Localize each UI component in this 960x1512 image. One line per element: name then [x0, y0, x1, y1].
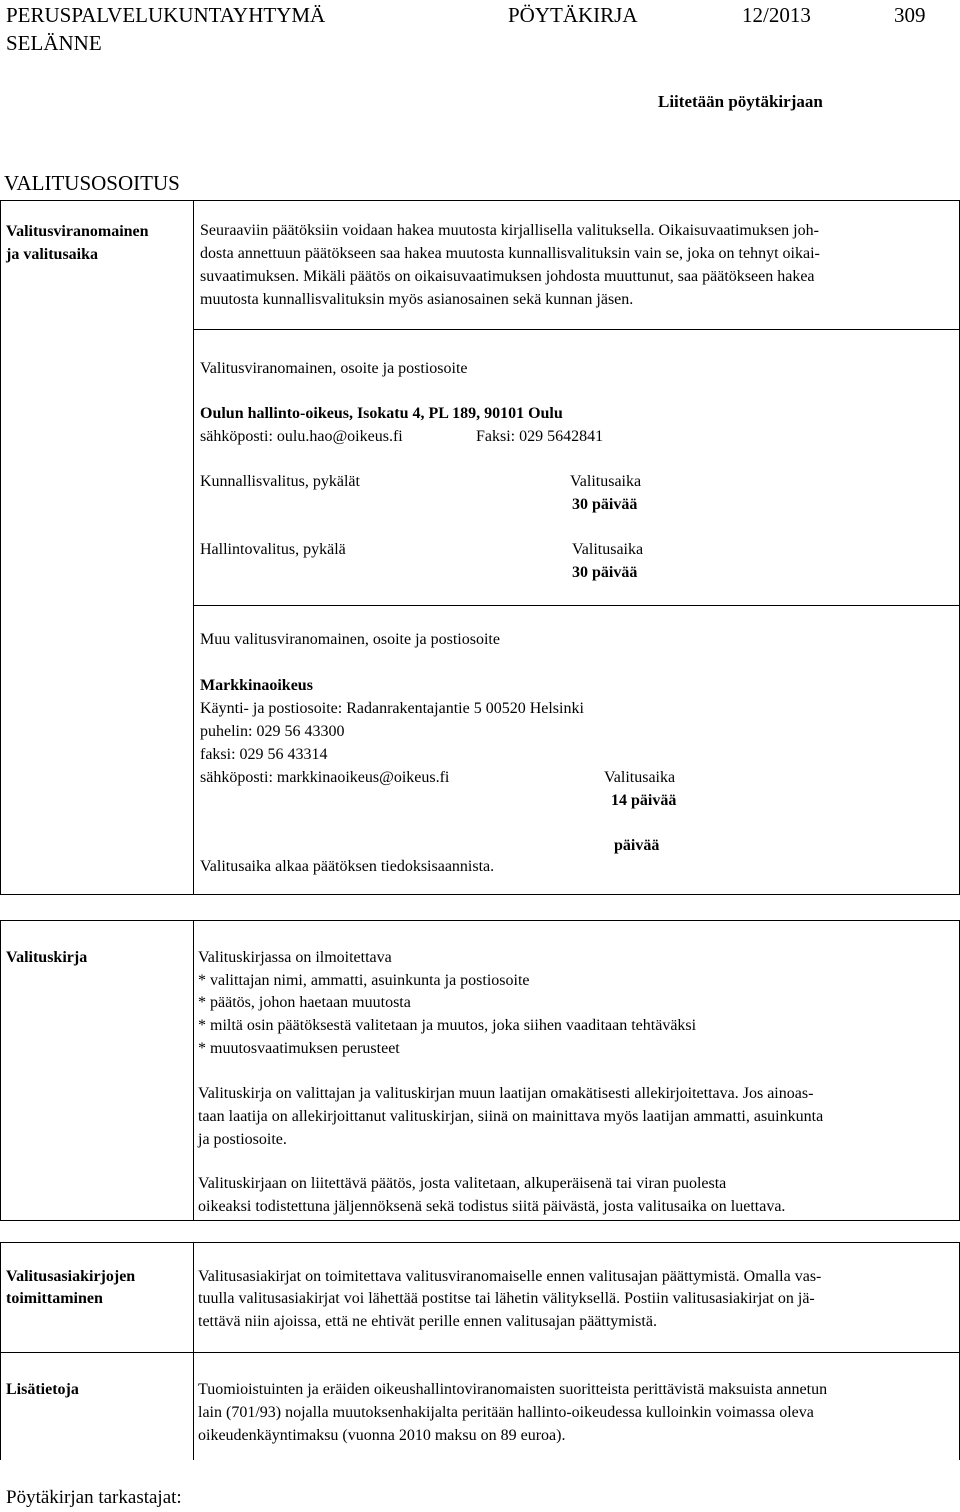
org-name: PERUSPALVELUKUNTAYHTYMÄ: [6, 3, 326, 27]
section3-label-2: toimittaminen: [6, 1290, 103, 1307]
section1-label-2: ja valitusaika: [6, 246, 99, 263]
appeal-time-label: Valitusaika: [572, 541, 644, 558]
authority-email[interactable]: sähköposti: oulu.hao@oikeus.fi: [200, 428, 403, 445]
section1-mid-rule: [193, 605, 960, 606]
section4-label: Lisätietoja: [6, 1381, 79, 1398]
section1-para-line: suvaatimuksen. Mikäli päätös on oikaisuvaatimuksen johdosta muuttunut, saa päätökseen hakea: [200, 268, 815, 285]
section3-bottom-rule: [0, 1352, 960, 1353]
section4-para-line: oikeudenkäyntimaksu (vuonna 2010 maksu on 89 euroa).: [198, 1427, 566, 1444]
section3-top-rule: [0, 1242, 960, 1243]
section1-para-line: dosta annettuun päätökseen saa hakea muutosta kunnallisvalituksin vain se, joka on tehnyt oikai-: [200, 245, 820, 262]
section3-label: Valitusasiakirjojen: [6, 1268, 136, 1285]
other-authority-name: Markkinaoikeus: [200, 677, 313, 694]
appeal-time-value: 30 päivää: [572, 496, 638, 513]
section1-label: Valitusviranomainen: [6, 223, 149, 240]
section1-bottom-rule: [193, 894, 960, 895]
extra-days: päivää: [614, 837, 660, 854]
requirement-item: * muutosvaatimuksen perusteet: [198, 1040, 400, 1057]
section2-bottom-rule: [0, 1220, 960, 1221]
section2-para-line: oikeaksi todistettuna jäljennöksenä sekä todistus siitä päivästä, josta valitusaika on luettava.: [198, 1198, 786, 1215]
section2-para-line: Valituskirja on valittajan ja valituskirjan muun laatijan omakätisesti allekirjoitettava. Jos ainoas-: [198, 1085, 814, 1102]
authority-heading: Valitusviranomainen, osoite ja postiosoite: [200, 360, 468, 377]
section1-para-line: Seuraaviin päätöksiin voidaan hakea muutosta kirjallisella valituksella. Oikaisuvaatimuksen joh-: [200, 222, 819, 239]
section3-left-rule: [0, 1242, 1, 1352]
start-note: Valitusaika alkaa päätöksen tiedoksisaannista.: [200, 858, 495, 875]
section4-para-line: lain (701/93) nojalla muutoksenhakijalta peritään hallinto-oikeudessa kulloinkin voimassa oleva: [198, 1404, 814, 1421]
authority-fax: Faksi: 029 5642841: [476, 428, 604, 445]
other-authority-address: Käynti- ja postiosoite: Radanrakentajantie 5 00520 Helsinki: [200, 700, 584, 717]
section2-top-rule: [0, 920, 960, 921]
requirement-item: * miltä osin päätöksestä valitetaan ja muutos, joka siihen vaaditaan tehtäväksi: [198, 1017, 697, 1034]
section1-divider: [193, 330, 194, 895]
section2-para-line: taan laatija on allekirjoittanut valituskirjan, siinä on mainittava myös laatijan ammatti, asuinkunta: [198, 1108, 824, 1125]
section1-para-line: muutosta kunnallisvalituksin myös asianosainen sekä kunnan jäsen.: [200, 291, 634, 308]
other-authority-heading: Muu valitusviranomainen, osoite ja postiosoite: [200, 631, 500, 648]
org-name-2: SELÄNNE: [6, 31, 102, 55]
section2-intro: Valituskirjassa on ilmoitettava: [198, 949, 392, 966]
section3-para-line: tettävä niin ajoissa, että ne ehtivät perille ennen valitusajan päättymistä.: [198, 1313, 657, 1330]
page-title: VALITUSOSOITUS: [4, 171, 180, 195]
other-authority-phone: puhelin: 029 56 43300: [200, 723, 345, 740]
page-number: 309: [894, 3, 926, 27]
appeal-type: Hallintovalitus, pykälä: [200, 541, 346, 558]
section3-divider: [193, 1242, 194, 1352]
section2-label: Valituskirja: [6, 949, 88, 966]
section4-divider: [193, 1352, 194, 1460]
section1-bottom-rule-left: [0, 894, 193, 895]
requirement-item: * valittajan nimi, ammatti, asuinkunta ja postiosoite: [198, 972, 530, 989]
other-time-label: Valitusaika: [604, 769, 676, 786]
section3-para-line: tuulla valitusasiakirjat voi lähettää postitse tai lähetin välityksellä. Postiin valitusasiakirjat on jä-: [198, 1290, 815, 1307]
doc-number: 12/2013: [742, 3, 811, 27]
section2-para-line: ja postiosoite.: [198, 1131, 287, 1148]
other-authority-email[interactable]: sähköposti: markkinaoikeus@oikeus.fi: [200, 769, 450, 786]
doc-type: PÖYTÄKIRJA: [508, 3, 638, 27]
attachment-note: Liitetään pöytäkirjaan: [658, 92, 823, 111]
appeal-type: Kunnallisvalitus, pykälät: [200, 473, 360, 490]
section1-left-rule: [0, 200, 1, 895]
authority-name: Oulun hallinto-oikeus, Isokatu 4, PL 189, 90101 Oulu: [200, 405, 563, 422]
appeal-time-label: Valitusaika: [570, 473, 642, 490]
section2-divider: [193, 920, 194, 1220]
section2-para-line: Valituskirjaan on liitettävä päätös, josta valitetaan, alkuperäisenä tai viran puolesta: [198, 1175, 727, 1192]
section2-left-rule: [0, 920, 1, 1220]
other-time-value: 14 päivää: [611, 792, 677, 809]
appeal-time-value: 30 päivää: [572, 564, 638, 581]
reviewers-label: Pöytäkirjan tarkastajat:: [6, 1487, 182, 1508]
section4-left-rule: [0, 1352, 1, 1460]
section4-para-line: Tuomioistuinten ja eräiden oikeushallintoviranomaisten suoritteista perittävistä maksuista annetun: [198, 1381, 828, 1398]
section3-para-line: Valitusasiakirjat on toimitettava valitusviranomaiselle ennen valitusajan päättymistä. Omalla vas-: [198, 1268, 822, 1285]
other-authority-fax: faksi: 029 56 43314: [200, 746, 328, 763]
requirement-item: * päätös, johon haetaan muutosta: [198, 994, 411, 1011]
